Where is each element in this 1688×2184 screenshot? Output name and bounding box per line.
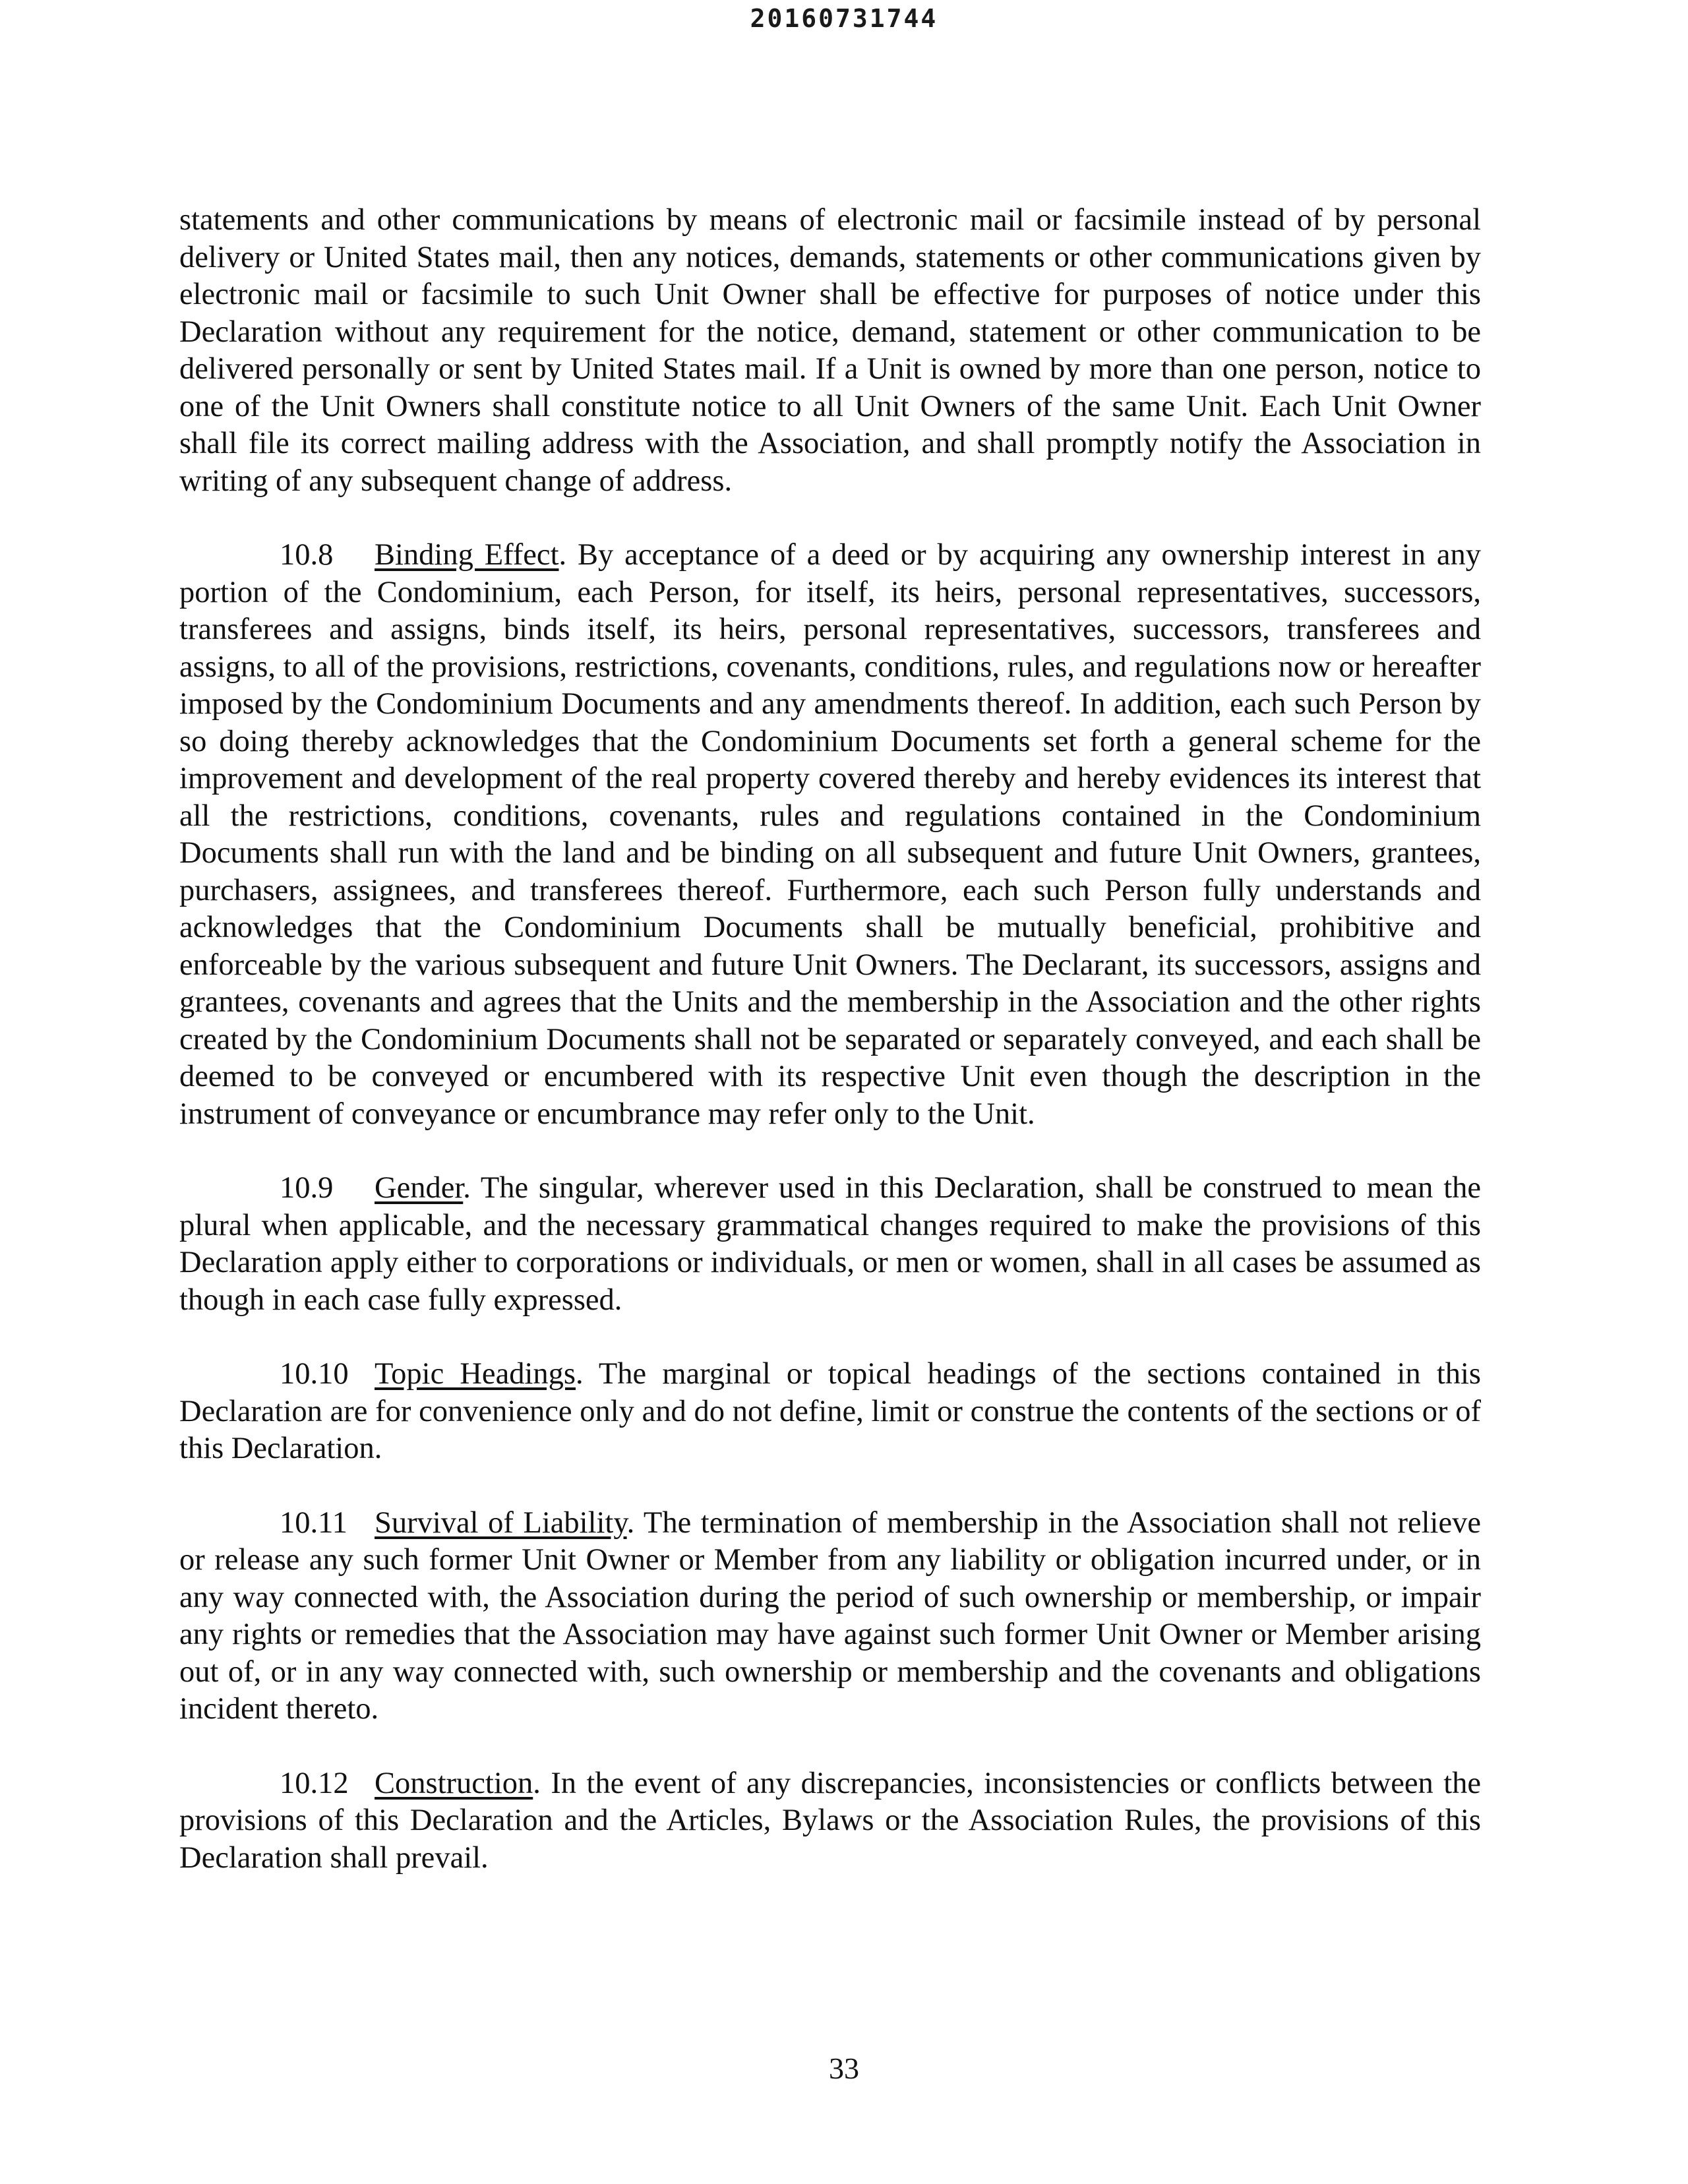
section-10-8 [179, 537, 1481, 1133]
section-10-11 [179, 1505, 1481, 1728]
section-number: 10.9 [280, 1171, 334, 1205]
section-body: . The marginal or topical headings of the sections contained in this Declaration are for convenience only and do not define, limit or construe the contents of the sections or of this Declaration. [179, 1357, 1482, 1465]
section-10-12 [179, 1765, 1481, 1877]
section-heading: Construction [375, 1766, 533, 1800]
section-10-9 [179, 1170, 1481, 1319]
section-heading: Gender [375, 1171, 464, 1205]
section-body: . The termination of membership in the Association shall not relieve or release any such former Unit Owner or Member from any liability or obligation incurred under, or in any way connected with, the Association during the period of such ownership or membership, or impair any rights or remedies that the Association may have against such former Unit Owner or Member arising out of, or in any way connected with, such ownership or membership and the covenants and obligations incident thereto. [179, 1505, 1481, 1726]
section-heading: Binding Effect [375, 538, 559, 572]
intro-paragraph: statements and other communications by means of electronic mail or facsimile instead of by personal delivery or United States mail, then any notices, demands, statements or other communications given by electronic mail or facsimile to such Unit Owner shall be effective for purposes of notice under this Declaration without any requirement for the notice, demand, statement or other communication to be delivered personally or sent by United States mail. If a Unit is owned by more than one person, notice to one of the Unit Owners shall constitute notice to all Unit Owners of the same Unit. Each Unit Owner shall file its correct mailing address with the Association, and shall promptly notify the Association in writing of any subsequent change of address. [179, 203, 1481, 498]
section-heading: Topic Headings [375, 1357, 576, 1391]
section-body: . By acceptance of a deed or by acquiring any ownership interest in any portion of the Condominium, each Person, for itself, its heirs, personal representatives, successors, transferees and assigns, binds itself, its heirs, personal representatives, successors, transferees and assigns, to all of the provisions, restrictions, covenants, conditions, rules, and regulations now or hereafter imposed by the Condominium Documents and any amendments thereof. In addition, each such Person by so doing thereby acknowledges that the Condominium Documents set forth a general scheme for the improvement and development of the real property covered thereby and hereby evidences its interest that all the restrictions, conditions, covenants, rules and regulations contained in the Condominium Documents shall run with the land and be binding on all subsequent and future Unit Owners, grantees, purchasers, assignees, and transferees thereof. Furthermore, each such Person fully understands and acknowledges that the Condominium Documents shall be mutually beneficial, prohibitive and enforceable by the various subsequent and future Unit Owners. The Declarant, its successors, assigns and grantees, covenants and agrees that the Units and the membership in the Association and the other rights created by the Condominium Documents shall not be separated or separately conveyed, and each shall be deemed to be conveyed or encumbered with its respective Unit even though the description in the instrument of conveyance or encumbrance may refer only to the Unit. [179, 538, 1481, 1131]
section-body: . The singular, wherever used in this Declaration, shall be construed to mean the plural when applicable, and the necessary grammatical changes required to make the provisions of this Declaration apply either to corporations or individuals, or men or women, shall in all cases be assumed as though in each case fully expressed. [179, 1171, 1481, 1317]
document-number: 20160731744 [750, 4, 938, 33]
section-10-10 [179, 1356, 1481, 1468]
section-number: 10.8 [280, 538, 334, 572]
section-number: 10.10 [280, 1357, 349, 1391]
page-number: 33 [829, 2051, 859, 2085]
page-body [179, 202, 1481, 1914]
section-heading: Survival of Liability [375, 1505, 627, 1540]
section-body: . In the event of any discrepancies, inconsistencies or conflicts between the provisions of this Declaration and the Articles, Bylaws or the Association Rules, the provisions of this Declaration shall prevail. [179, 1766, 1481, 1875]
section-number: 10.12 [280, 1766, 349, 1800]
section-number: 10.11 [280, 1505, 347, 1540]
